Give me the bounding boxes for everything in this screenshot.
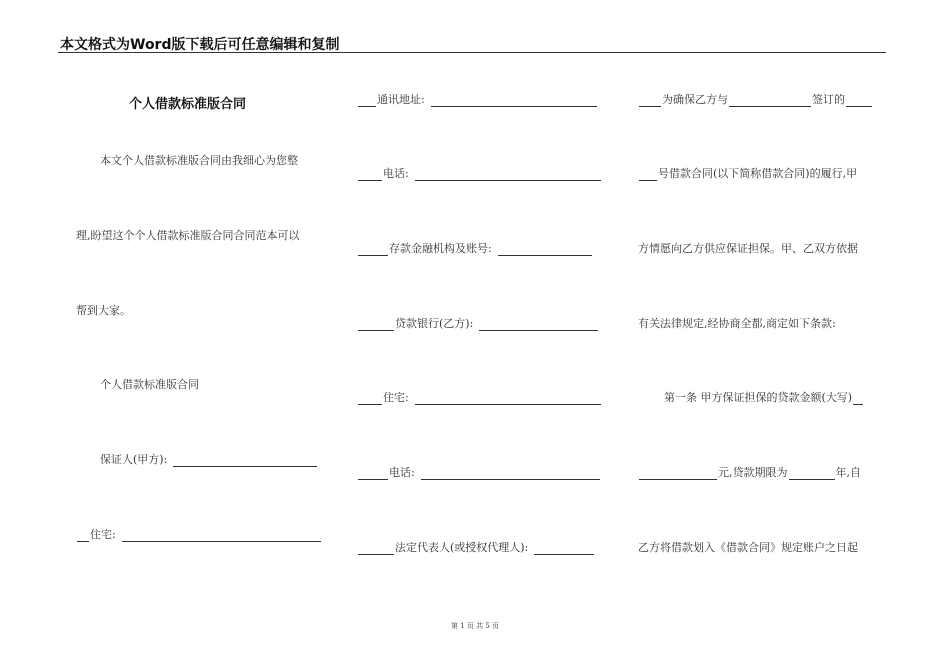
article-1-line: 第一条 甲方保证担保的贷款金额(大写)	[664, 391, 864, 405]
clause-line-4: 有关法律规定,经协商全都,商定如下条款:	[638, 317, 836, 330]
contract-subtitle: 个人借款标准版合同	[100, 378, 199, 391]
contract-number-blank	[639, 169, 657, 181]
address-blank	[431, 95, 597, 107]
intro-line-3: 帮到大家。	[76, 304, 131, 317]
address-field: 通讯地址:	[357, 93, 598, 107]
phone2-prefix-blank	[358, 468, 388, 480]
residence-field: 住宅:	[76, 528, 322, 542]
address-prefix-blank	[358, 95, 376, 107]
deposit-field: 存款金融机构及账号:	[357, 242, 593, 256]
residence-prefix-blank	[77, 530, 89, 542]
header-divider	[58, 52, 886, 53]
document-title: 个人借款标准版合同	[129, 97, 247, 112]
contract-date-blank	[846, 95, 872, 107]
intro-line-1: 本文个人借款标准版合同由我细心为您整	[100, 154, 298, 167]
representative-field: 法定代表人(或授权代理人):	[357, 541, 595, 555]
page-number: 第 1 页 共 5 页	[450, 622, 500, 630]
guarantor-field: 保证人(甲方):	[100, 453, 318, 467]
header-title: 本文格式为Word版下载后可任意编辑和复制	[60, 37, 340, 53]
phone2-field: 电话:	[357, 466, 601, 480]
residence2-field: 住宅:	[357, 391, 602, 405]
phone2-blank	[421, 468, 600, 480]
deposit-prefix-blank	[358, 244, 388, 256]
bank-prefix-blank	[358, 319, 394, 331]
residence-blank	[122, 530, 321, 542]
bank-blank	[479, 319, 598, 331]
residence2-prefix-blank	[358, 393, 382, 405]
intro-line-2: 理,盼望这个个人借款标准版合同合同范本可以	[76, 229, 300, 242]
guarantor-blank	[173, 455, 317, 467]
clause-1-prefix-blank	[639, 95, 661, 107]
amount-blank	[853, 393, 863, 405]
clause-line-3: 方情愿向乙方供应保证担保。甲、乙双方依据	[638, 242, 858, 255]
representative-blank	[534, 543, 594, 555]
representative-prefix-blank	[358, 543, 394, 555]
clause-line-7: 乙方将借款划入《借款合同》规定账户之日起	[638, 541, 858, 554]
phone-field: 电话:	[357, 167, 602, 181]
clause-line-1: 为确保乙方与 签订的	[638, 93, 873, 107]
residence2-blank	[415, 393, 601, 405]
deposit-blank	[498, 244, 592, 256]
term-blank	[789, 468, 835, 480]
clause-line-6: 元,贷款期限为 年,自	[638, 466, 861, 480]
lender-blank	[729, 95, 811, 107]
phone-blank	[415, 169, 601, 181]
phone-prefix-blank	[358, 169, 382, 181]
clause-line-2: 号借款合同(以下简称借款合同)的履行,甲	[638, 167, 857, 181]
bank-field: 贷款银行(乙方):	[357, 317, 599, 331]
amount-words-blank	[639, 468, 717, 480]
